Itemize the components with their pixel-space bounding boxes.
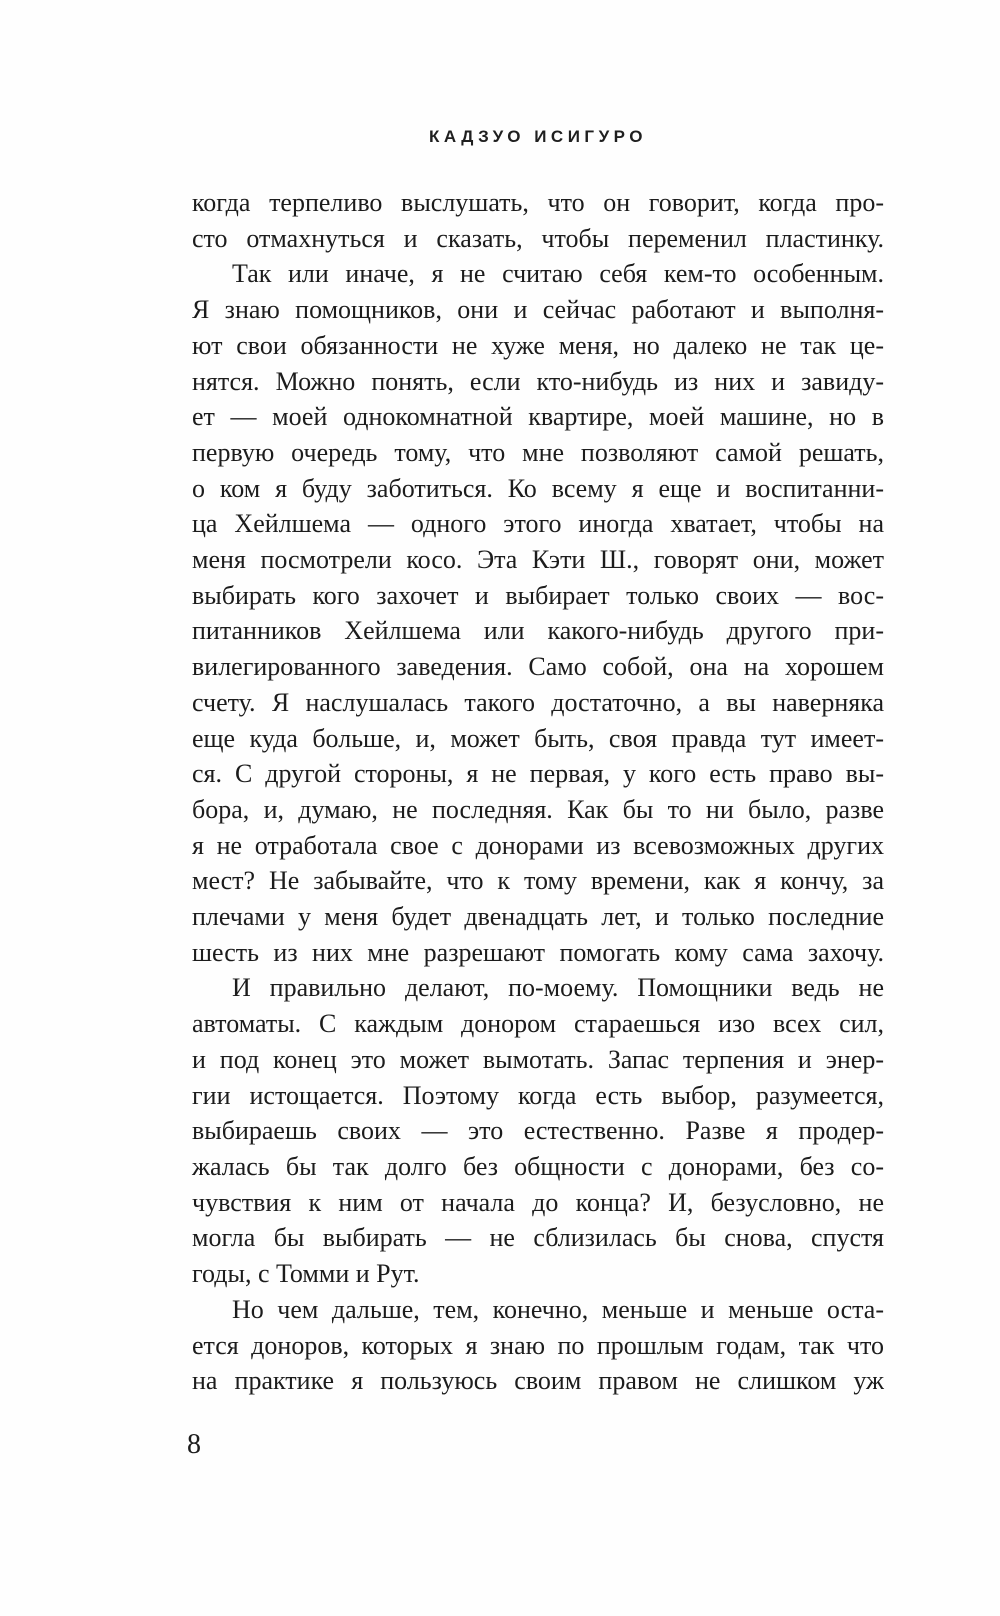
text-line: могла бы выбирать — не сблизилась бы снова, спустя xyxy=(192,1223,884,1253)
text-line: Но чем дальше, тем, конечно, меньше и меньше оста- xyxy=(232,1294,884,1324)
text-line: ся. С другой стороны, я не первая, у кого есть право вы- xyxy=(192,759,884,789)
text-line: первую очередь тому, что мне позволяют самой решать, xyxy=(192,437,884,467)
text-line: жалась бы так долго без общности с донорами, без со- xyxy=(192,1151,884,1181)
text-line: Я знаю помощников, они и сейчас работают и выполня- xyxy=(192,295,884,325)
text-line: и под конец это может вымотать. Запас терпения и энер- xyxy=(192,1044,884,1074)
text-line: вилегированного заведения. Само собой, она на хорошем xyxy=(192,652,884,682)
text-line: когда терпеливо выслушать, что он говорит, когда про- xyxy=(192,188,884,217)
text-line: ется доноров, которых я знаю по прошлым годам, так что xyxy=(192,1330,884,1360)
text-line: ца Хейлшема — одного этого иногда хватает, чтобы на xyxy=(192,509,884,539)
text-line: Так или иначе, я не считаю себя кем-то особенным. xyxy=(232,259,884,289)
text-line: питанников Хейлшема или какого-нибудь другого при- xyxy=(192,616,884,646)
text-line: мест? Не забывайте, что к тому времени, как я кончу, за xyxy=(192,866,884,896)
text-line: ют свои обязанности не хуже меня, но далеко не так це- xyxy=(192,330,884,360)
text-line: И правильно делают, по-моему. Помощники ведь не xyxy=(232,973,884,1003)
text-line: еще куда больше, и, может быть, своя правда тут имеет- xyxy=(192,723,884,753)
text-line: нятся. Можно понять, если кто-нибудь из них и завиду- xyxy=(192,366,884,396)
running-head-author: КАДЗУО ИСИГУРО xyxy=(429,127,647,146)
text-line: я не отработала свое с донорами из всевозможных других xyxy=(192,830,884,860)
text-line: меня посмотрели косо. Эта Кэти Ш., говорят они, может xyxy=(192,545,884,575)
text-line: сто отмахнуться и сказать, чтобы переменил пластинку. xyxy=(192,223,884,253)
text-line: выбирать кого захочет и выбирает только своих — вос- xyxy=(192,580,884,610)
text-line: ет — моей однокомнатной квартире, моей машине, но в xyxy=(192,402,884,432)
text-line: чувствия к ним от начала до конца? И, безусловно, не xyxy=(192,1187,884,1217)
text-line: выбираешь своих — это естественно. Разве я продер- xyxy=(192,1116,884,1146)
text-line: бора, и, думаю, не последняя. Как бы то ни было, разве xyxy=(192,794,884,824)
text-line: о ком я буду заботиться. Ко всему я еще и воспитанни- xyxy=(192,473,884,503)
text-block xyxy=(192,185,884,1399)
page-number: 8 xyxy=(187,1429,201,1460)
text-line: автоматы. С каждым донором стараешься изо всех сил, xyxy=(192,1009,884,1039)
text-line: шесть из них мне разрешают помогать кому сама захочу. xyxy=(192,937,884,967)
text-line: счету. Я наслушалась такого достаточно, а вы наверняка xyxy=(192,687,884,717)
text-line: плечами у меня будет двенадцать лет, и только последние xyxy=(192,902,884,932)
text-line: годы, с Томми и Рут. xyxy=(192,1259,420,1289)
text-line: на практике я пользуюсь своим правом не слишком уж xyxy=(192,1366,884,1396)
text-line: гии истощается. Поэтому когда есть выбор, разумеется, xyxy=(192,1080,884,1110)
